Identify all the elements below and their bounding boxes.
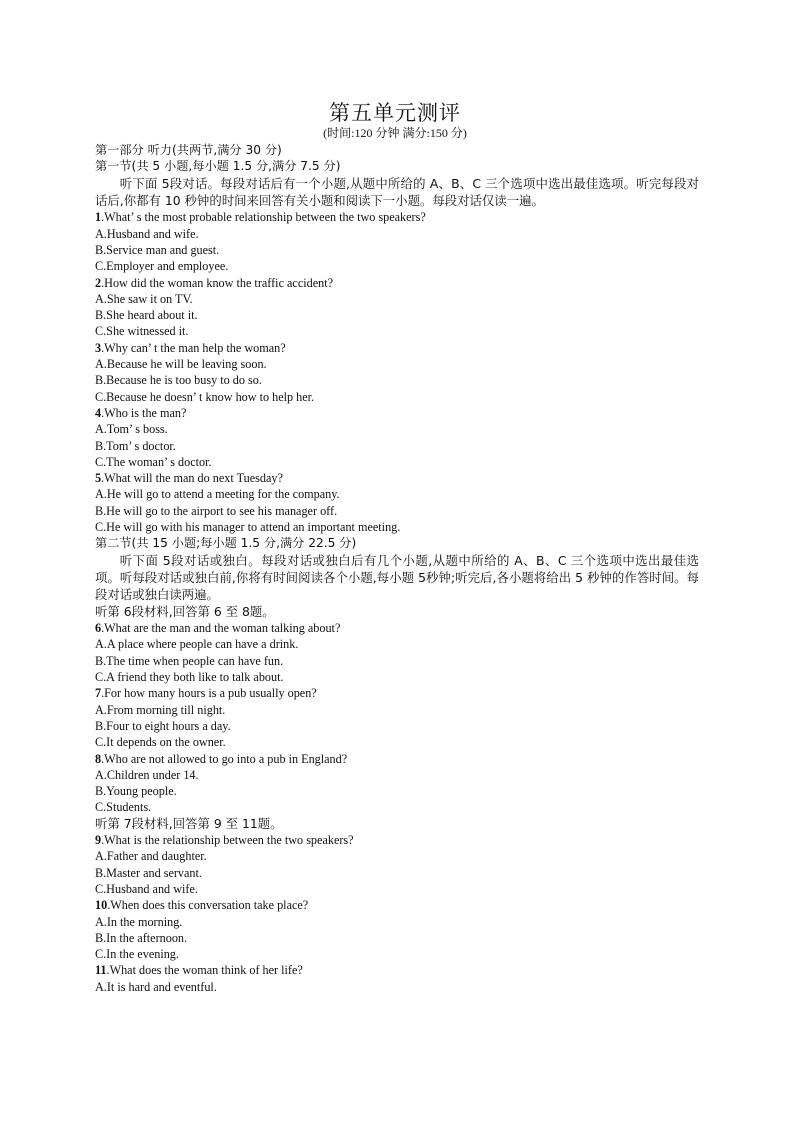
section2-heading: 第二节(共 15 小题;每小题 1.5 分,满分 22.5 分) xyxy=(95,536,357,551)
question-text: .Who is the man? xyxy=(101,405,187,420)
answer-option: C.Because he doesn’ t know how to help her. xyxy=(95,389,315,404)
answer-option: C.In the evening. xyxy=(95,947,179,962)
question-number: 3 xyxy=(95,340,102,355)
answer-option: A.From morning till night. xyxy=(95,702,226,717)
question-stem xyxy=(95,275,699,291)
question-text: .What does the woman think of her life? xyxy=(106,963,303,978)
question-stem xyxy=(95,897,699,913)
question-number: 8 xyxy=(95,751,102,766)
section2-instructions: 听下面 5段对话或独白。每段对话或独白后有几个小题,从题中所给的 A、B、C 三个选项中选出最佳选项。听每段对话或独白前,你将有时间阅读各个小题,每小题 5秒钟;听完后,各小题将给出 5 秒钟的作答时间。每段对话或独白读两遍。 xyxy=(95,552,699,603)
question-number: 6 xyxy=(95,621,102,636)
answer-option: C.A friend they both like to talk about. xyxy=(95,670,284,685)
question-stem xyxy=(95,470,699,486)
answer-option: A.In the morning. xyxy=(95,914,183,929)
answer-option: B.Young people. xyxy=(95,784,177,799)
answer-option: A.Because he will be leaving soon. xyxy=(95,357,267,372)
part1-heading: 第一部分 听力(共两节,满分 30 分) xyxy=(95,143,282,157)
question-text: .What will the man do next Tuesday? xyxy=(101,471,283,486)
exam-content xyxy=(95,142,699,995)
answer-option: C.Husband and wife. xyxy=(95,881,198,896)
answer-option: B.Master and servant. xyxy=(95,865,202,880)
answer-option: A.It is hard and eventful. xyxy=(95,979,217,994)
question-number: 7 xyxy=(95,686,102,701)
material6-questions xyxy=(95,620,699,816)
question-text: .For how many hours is a pub usually open? xyxy=(101,686,317,701)
material7-questions xyxy=(95,832,699,995)
question-number: 11 xyxy=(95,963,107,978)
answer-option: A.A place where people can have a drink. xyxy=(95,637,299,652)
section1-heading: 第一节(共 5 小题,每小题 1.5 分,满分 7.5 分) xyxy=(95,159,341,174)
question-text: .What’ s the most probable relationship between the two speakers? xyxy=(101,210,426,225)
answer-option: C.She witnessed it. xyxy=(95,324,189,339)
question-text: .What are the man and the woman talking about? xyxy=(101,621,341,636)
answer-option: A.Father and daughter. xyxy=(95,849,207,864)
answer-option: B.Service man and guest. xyxy=(95,243,220,257)
material6-note: 听第 6段材料,回答第 6 至 8题。 xyxy=(95,603,275,619)
question-number: 2 xyxy=(95,275,102,290)
answer-option: B.She heard about it. xyxy=(95,308,198,323)
question-stem xyxy=(95,751,699,767)
page-subtitle: (时间:120 分钟 满分:150 分) xyxy=(323,126,467,140)
answer-option: B.He will go to the airport to see his manager off. xyxy=(95,503,338,518)
section1-instructions: 听下面 5段对话。每段对话后有一个小题,从题中所给的 A、B、C 三个选项中选出最佳选项。听完每段对话后,你都有 10 秒钟的时间来回答有关小题和阅读下一小题。每段对话仅读一遍。 xyxy=(95,175,699,208)
answer-option: A.Tom’ s boss. xyxy=(95,422,168,437)
question-stem xyxy=(95,685,699,701)
question-number: 1 xyxy=(95,210,102,225)
question-text: .Why can’ t the man help the woman? xyxy=(101,340,286,355)
question-stem xyxy=(95,832,699,848)
question-stem xyxy=(95,405,699,421)
answer-option: C.He will go with his manager to attend an important meeting. xyxy=(95,520,401,535)
answer-option: A.Children under 14. xyxy=(95,767,199,782)
question-stem xyxy=(95,962,699,978)
question-text: .Who are not allowed to go into a pub in England? xyxy=(101,751,348,766)
question-number: 5 xyxy=(95,471,102,486)
answer-option: B.Tom’ s doctor. xyxy=(95,438,176,453)
question-stem xyxy=(95,340,699,356)
answer-option: C.It depends on the owner. xyxy=(95,735,226,750)
page-title: 第五单元测评 xyxy=(329,101,461,125)
answer-option: C.The woman’ s doctor. xyxy=(95,454,212,469)
answer-option: C.Employer and employee. xyxy=(95,259,229,274)
answer-option: B.Because he is too busy to do so. xyxy=(95,373,262,388)
answer-option: A.She saw it on TV. xyxy=(95,291,193,306)
answer-option: A.Husband and wife. xyxy=(95,226,199,241)
question-stem xyxy=(95,209,699,225)
answer-option: B.In the afternoon. xyxy=(95,930,188,945)
answer-option: B.The time when people can have fun. xyxy=(95,653,284,668)
section1-questions xyxy=(95,209,699,535)
question-number: 9 xyxy=(95,833,102,848)
question-text: .How did the woman know the traffic accident? xyxy=(101,275,334,290)
answer-option: A.He will go to attend a meeting for the company. xyxy=(95,487,340,502)
material7-note: 听第 7段材料,回答第 9 至 11题。 xyxy=(95,815,283,831)
answer-option: B.Four to eight hours a day. xyxy=(95,718,231,733)
answer-option: C.Students. xyxy=(95,800,152,815)
question-stem xyxy=(95,620,699,636)
question-number: 10 xyxy=(95,898,108,913)
question-text: .When does this conversation take place? xyxy=(107,898,309,913)
question-text: .What is the relationship between the two speakers? xyxy=(101,833,354,848)
question-number: 4 xyxy=(95,405,102,420)
